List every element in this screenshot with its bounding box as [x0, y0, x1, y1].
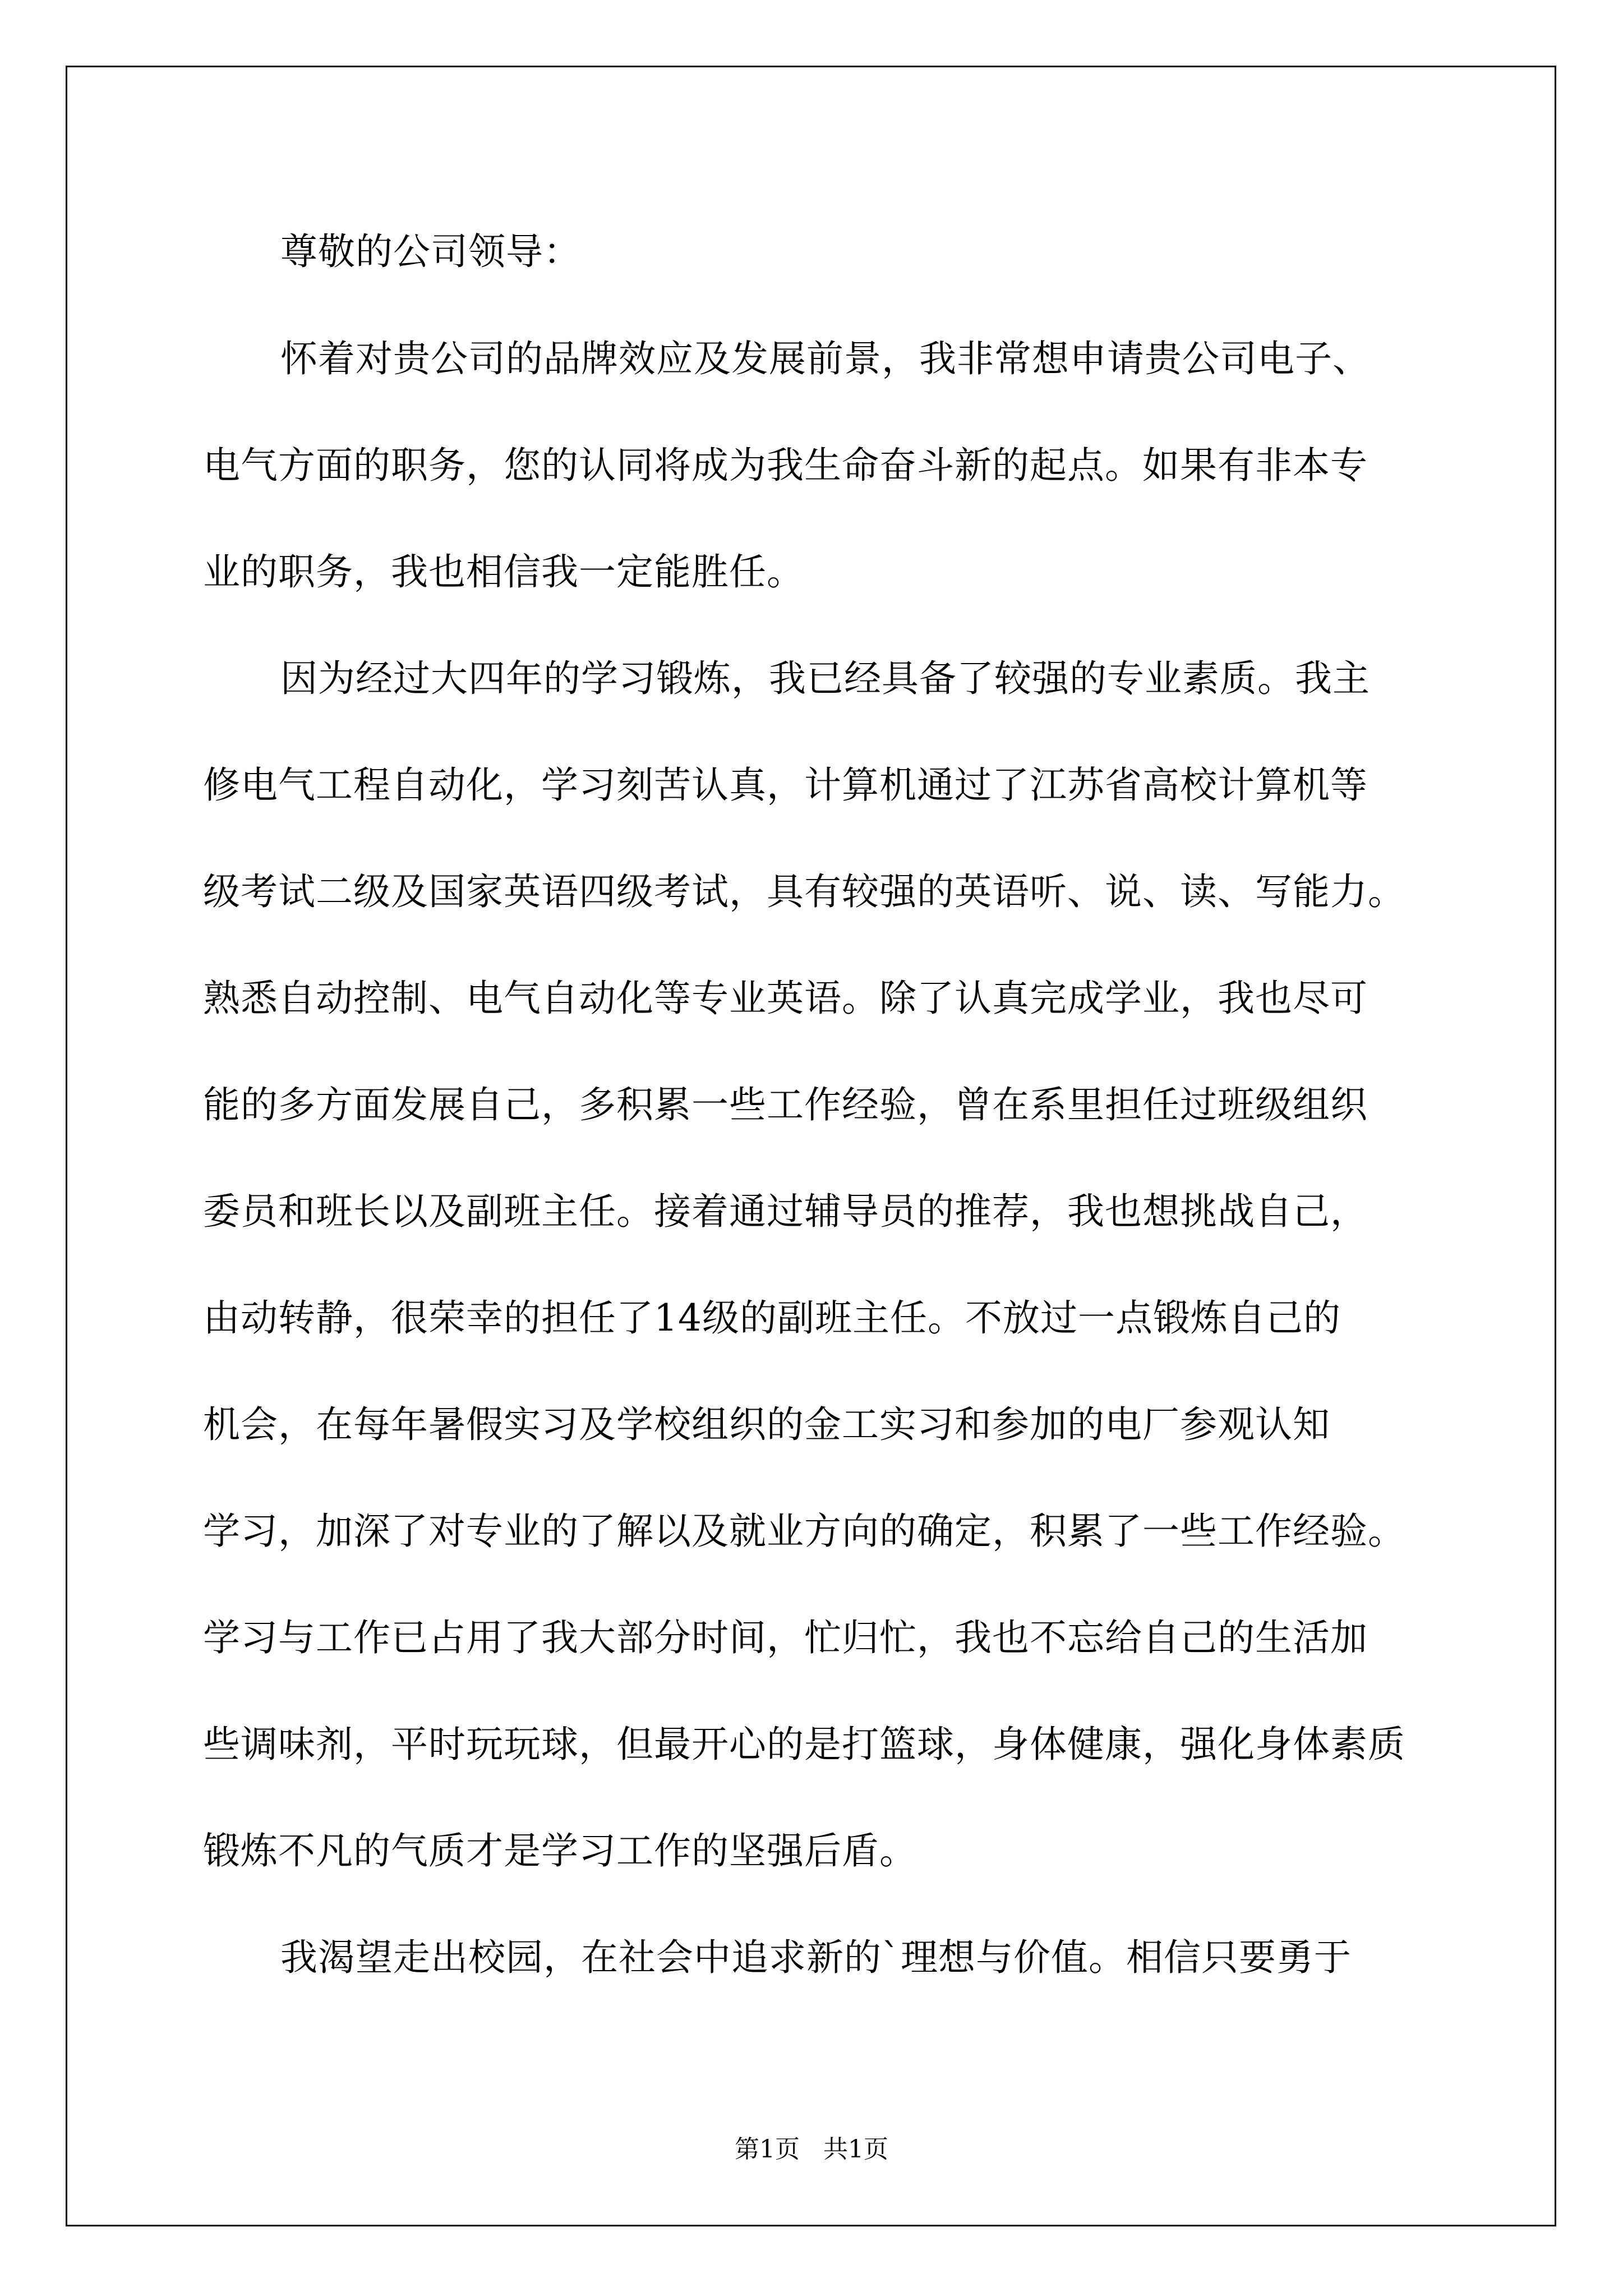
paragraph-line: 由动转静，很荣幸的担任了14级的副班主任。不放过一点锻炼自己的 — [203, 1296, 1341, 1340]
paragraph-line: 熟悉自动控制、电气自动化等专业英语。除了认真完成学业，我也尽可 — [203, 977, 1368, 1020]
paragraph-line: 锻炼不凡的气质才是学习工作的坚强后盾。 — [203, 1829, 917, 1872]
salutation: 尊敬的公司领导： — [280, 230, 581, 273]
paragraph-line: 修电气工程自动化，学习刻苦认真，计算机通过了江苏省高校计算机等 — [203, 763, 1368, 807]
paragraph-line: 学习与工作已占用了我大部分时间，忙归忙，我也不忘给自己的生活加 — [203, 1616, 1368, 1659]
paragraph-line: 机会，在每年暑假实习及学校组织的金工实习和参加的电厂参观认知 — [203, 1403, 1330, 1446]
paragraph-line: 因为经过大四年的学习锻炼，我已经具备了较强的专业素质。我主 — [280, 657, 1370, 700]
paragraph-line: 怀着对贵公司的品牌效应及发展前景，我非常想申请贵公司电子、 — [280, 337, 1370, 380]
paragraph-line: 我渴望走出校园，在社会中追求新的`理想与价值。相信只要勇于 — [280, 1936, 1352, 1979]
paragraph-line: 学习，加深了对专业的了解以及就业方向的确定，积累了一些工作经验。 — [203, 1510, 1405, 1553]
page-number-footer: 第1页 共1页 — [735, 2135, 888, 2164]
paragraph-line: 些调味剂，平时玩玩球，但最开心的是打篮球，身体健康，强化身体素质 — [203, 1723, 1405, 1766]
page-border — [66, 66, 1556, 2226]
paragraph-line: 业的职务，我也相信我一定能胜任。 — [203, 550, 804, 593]
paragraph-line: 委员和班长以及副班主任。接着通过辅导员的推荐，我也想挑战自己， — [203, 1190, 1368, 1233]
paragraph-line: 能的多方面发展自己，多积累一些工作经验，曾在系里担任过班级组织 — [203, 1083, 1368, 1126]
paragraph-line: 电气方面的职务，您的认同将成为我生命奋斗新的起点。如果有非本专 — [203, 444, 1368, 487]
paragraph-line: 级考试二级及国家英语四级考试，具有较强的英语听、说、读、写能力。 — [203, 870, 1405, 913]
